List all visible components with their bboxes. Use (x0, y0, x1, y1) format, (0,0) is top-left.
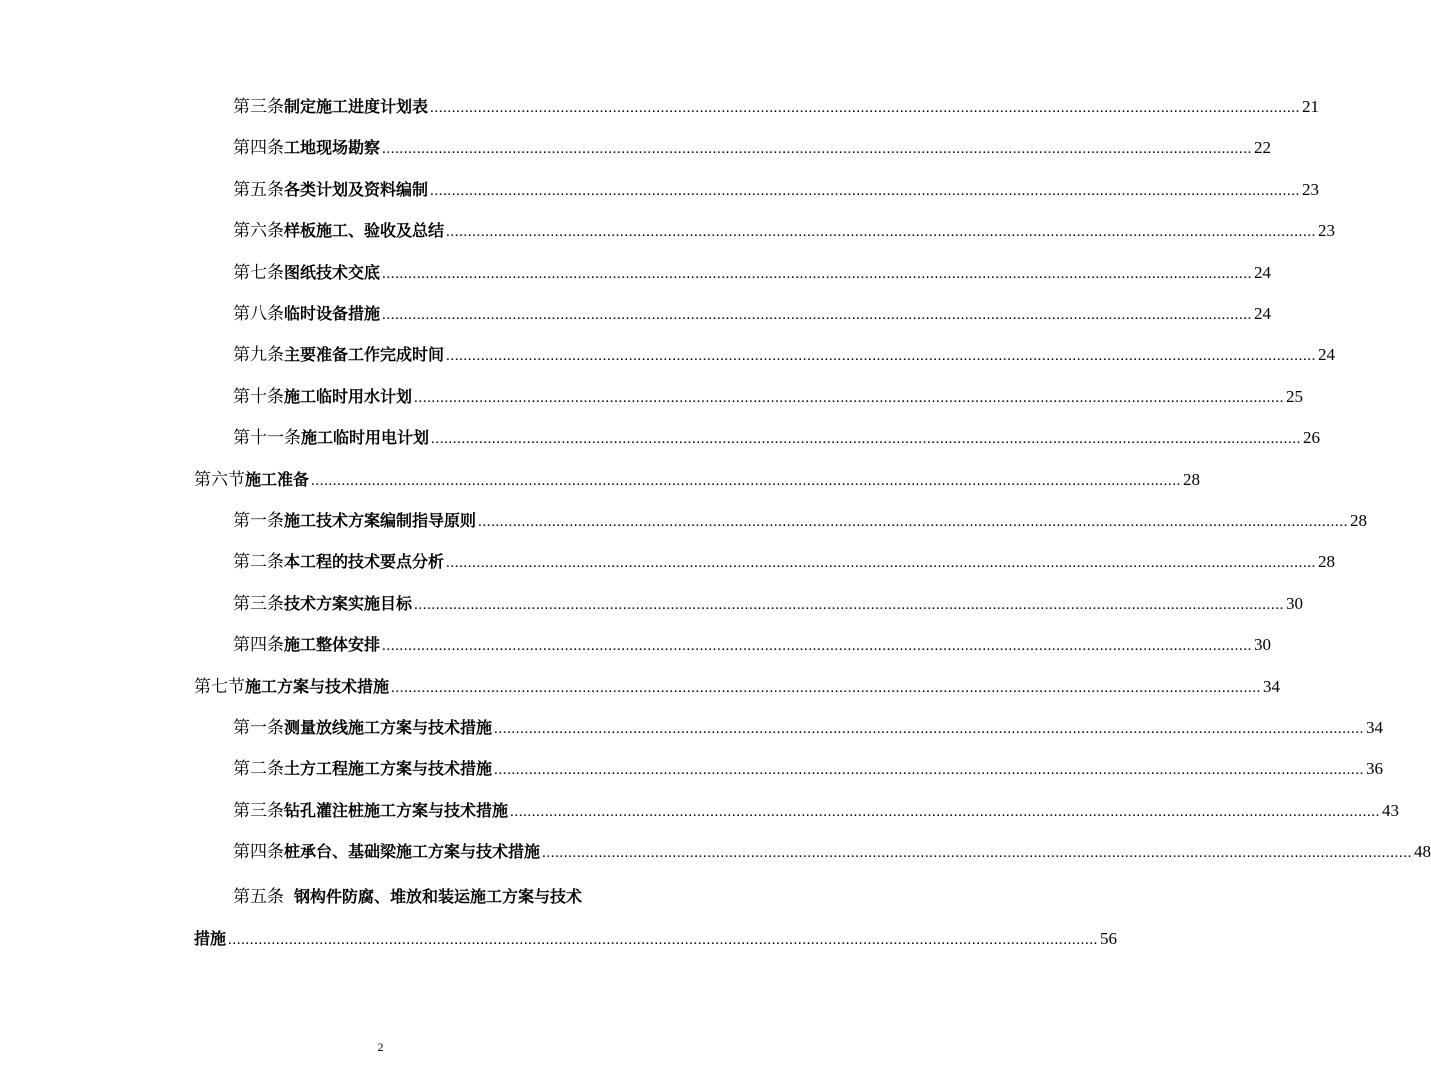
toc-entry-title: 本工程的技术要点分析 (284, 552, 445, 571)
dot-leader: ........................................................................................................................................................................................................ (431, 431, 1302, 447)
toc-entry-title: 土方工程施工方案与技术措施 (284, 759, 493, 778)
toc-entry-title: 施工临时用电计划 (301, 428, 430, 447)
dot-leader: ........................................................................................................................................................................................................ (382, 638, 1253, 654)
toc-section-entry[interactable] (194, 677, 1281, 697)
toc-entry[interactable] (233, 842, 1431, 862)
dot-leader: ........................................................................................................................................................................................................ (446, 555, 1317, 571)
dot-leader: ........................................................................................................................................................................................................ (414, 390, 1285, 406)
toc-entry-page: 28 (1183, 470, 1201, 489)
toc-entry[interactable] (233, 263, 1272, 283)
toc-entry-number: 第六条 (233, 221, 284, 241)
toc-entry-title: 测量放线施工方案与技术措施 (284, 718, 493, 737)
toc-entry-title: 临时设备措施 (284, 304, 381, 323)
dot-leader: ........................................................................................................................................................................................................ (228, 932, 1099, 948)
toc-entry-number: 第九条 (233, 345, 284, 365)
dot-leader: ........................................................................................................................................................................................................ (382, 266, 1253, 282)
toc-entry-title: 施工整体安排 (284, 635, 381, 654)
toc-entry[interactable] (233, 221, 1336, 241)
toc-entry-number: 第三条 (233, 594, 284, 614)
toc-entry-number: 第七节 (194, 677, 245, 697)
toc-entry[interactable] (233, 801, 1400, 821)
dot-leader: ........................................................................................................................................................................................................ (382, 307, 1253, 323)
toc-entry[interactable] (233, 304, 1272, 324)
toc-entry[interactable] (233, 428, 1321, 448)
toc-entry-number: 第五条 (233, 887, 284, 907)
toc-entry-number: 第二条 (233, 759, 284, 779)
toc-entry-number: 第四条 (233, 635, 284, 655)
toc-entry[interactable] (233, 97, 1320, 117)
toc-entry-page: 56 (1100, 929, 1118, 948)
toc-entry-title: 施工方案与技术措施 (245, 677, 390, 696)
toc-entry-number: 第一条 (233, 511, 284, 531)
toc-entry-title: 桩承台、基础梁施工方案与技术措施 (284, 842, 541, 861)
toc-entry-page: 28 (1318, 552, 1336, 571)
toc-entry-page: 24 (1254, 263, 1272, 282)
toc-entry-number: 第三条 (233, 97, 284, 117)
toc-entry-title: 钢构件防腐、堆放和装运施工方案与技术 (294, 887, 583, 906)
toc-entry-page: 23 (1318, 221, 1336, 240)
toc-entry-page: 43 (1382, 801, 1400, 820)
toc-entry-title: 主要准备工作完成时间 (284, 345, 445, 364)
toc-entry-page: 22 (1254, 138, 1272, 157)
toc-entry-title: 图纸技术交底 (284, 263, 381, 282)
dot-leader: ........................................................................................................................................................................................................ (542, 845, 1413, 861)
dot-leader: ........................................................................................................................................................................................................ (430, 100, 1301, 116)
toc-entry[interactable] (233, 345, 1336, 365)
toc-entry-number: 第五条 (233, 180, 284, 200)
toc-entry[interactable] (233, 511, 1368, 531)
toc-entry[interactable] (233, 138, 1272, 158)
toc-entry-page: 24 (1318, 345, 1336, 364)
toc-entry-title: 施工准备 (245, 470, 310, 489)
toc-entry-number: 第八条 (233, 304, 284, 324)
toc-entry-number: 第一条 (233, 718, 284, 738)
dot-leader: ........................................................................................................................................................................................................ (510, 804, 1381, 820)
toc-entry-title: 制定施工进度计划表 (284, 97, 429, 116)
dot-leader: ........................................................................................................................................................................................................ (382, 141, 1253, 157)
dot-leader: ........................................................................................................................................................................................................ (446, 224, 1317, 240)
toc-entry-title: 工地现场勘察 (284, 138, 381, 157)
toc-entry-number: 第十一条 (233, 428, 301, 448)
dot-leader: ........................................................................................................................................................................................................ (494, 762, 1365, 778)
toc-entry-title: 施工技术方案编制指导原则 (284, 511, 477, 530)
toc-entry-page: 28 (1350, 511, 1368, 530)
toc-entry-page: 34 (1263, 677, 1281, 696)
toc-entry-title: 钻孔灌注桩施工方案与技术措施 (284, 801, 509, 820)
dot-leader: ........................................................................................................................................................................................................ (391, 680, 1262, 696)
toc-entry-page: 26 (1303, 428, 1321, 447)
page-number: 2 (377, 1040, 384, 1054)
toc-entry-title: 施工临时用水计划 (284, 387, 413, 406)
toc-entry-title: 各类计划及资料编制 (284, 180, 429, 199)
toc-entry-wrapped-line-1[interactable] (233, 887, 640, 907)
toc-section-entry[interactable] (194, 470, 1201, 490)
toc-entry-title: 技术方案实施目标 (284, 594, 413, 613)
toc-entry[interactable] (233, 635, 1272, 655)
dot-leader: ........................................................................................................................................................................................................ (478, 514, 1349, 530)
dot-leader: ........................................................................................................................................................................................................ (311, 473, 1182, 489)
toc-entry-page: 30 (1286, 594, 1304, 613)
toc-entry-page: 24 (1254, 304, 1272, 323)
toc-entry[interactable] (233, 552, 1336, 572)
dot-leader: ........................................................................................................................................................................................................ (430, 183, 1301, 199)
toc-entry-number: 第三条 (233, 801, 284, 821)
toc-entry[interactable] (233, 387, 1304, 407)
toc-entry-page: 36 (1366, 759, 1384, 778)
toc-entry-title-continued: 措施 (194, 929, 227, 948)
toc-entry-number: 第六节 (194, 470, 245, 490)
toc-entry-number: 第十条 (233, 387, 284, 407)
toc-entry-number: 第四条 (233, 138, 284, 158)
dot-leader: ........................................................................................................................................................................................................ (414, 597, 1285, 613)
toc-entry[interactable] (233, 759, 1384, 779)
toc-entry[interactable] (233, 180, 1320, 200)
toc-entry-page: 30 (1254, 635, 1272, 654)
toc-entry-page: 48 (1414, 842, 1431, 861)
toc-entry-number: 第二条 (233, 552, 284, 572)
toc-entry-title: 样板施工、验收及总结 (284, 221, 445, 240)
toc-entry-number: 第四条 (233, 842, 284, 862)
toc-entry-wrapped-line-2[interactable] (194, 929, 1118, 949)
toc-entry-page: 25 (1286, 387, 1304, 406)
toc-entry-page: 21 (1302, 97, 1320, 116)
toc-entry[interactable] (233, 594, 1304, 614)
dot-leader: ........................................................................................................................................................................................................ (446, 348, 1317, 364)
toc-entry[interactable] (233, 718, 1384, 738)
toc-entry-number: 第七条 (233, 263, 284, 283)
toc-entry-page: 34 (1366, 718, 1384, 737)
toc-entry-page: 23 (1302, 180, 1320, 199)
dot-leader: ........................................................................................................................................................................................................ (494, 721, 1365, 737)
